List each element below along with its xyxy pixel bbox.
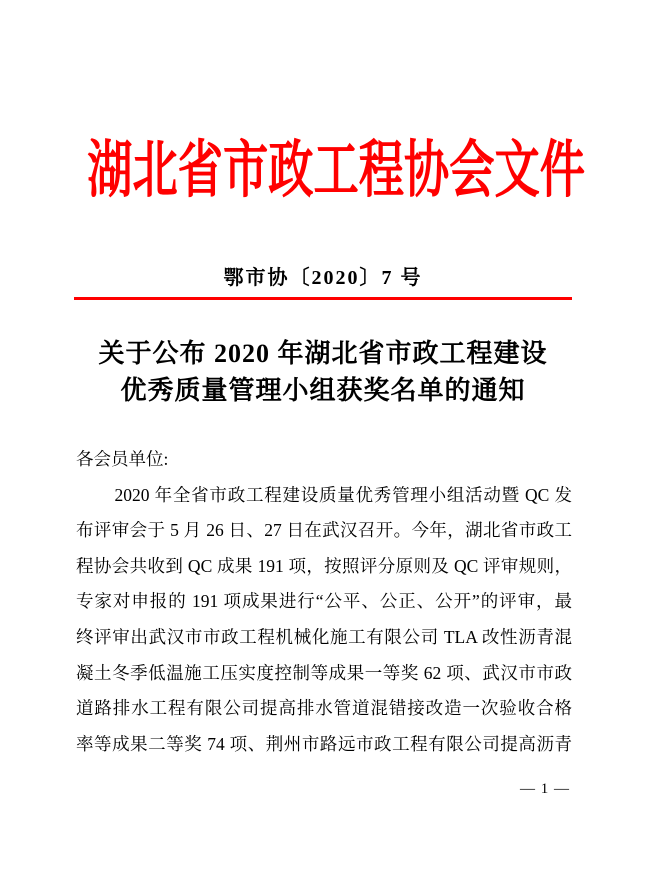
document-number: 鄂市协〔2020〕7 号 xyxy=(223,267,423,289)
body-line-4: 专家对申报的 191 项成果进行“公平、公正、公开”的评审，最 xyxy=(76,591,572,612)
body-line-3: 程协会共收到 QC 成果 191 项，按照评分原则及 QC 评审规则， xyxy=(76,555,572,576)
body-line-2: 布评审会于 5 月 26 日、27 日在武汉召开。今年，湖北省市政工 xyxy=(76,520,572,541)
red-divider-line xyxy=(74,297,572,300)
salutation: 各会员单位: xyxy=(76,449,169,469)
document-title-line-1: 关于公布 2020 年湖北省市政工程建设 xyxy=(98,339,548,368)
document-body xyxy=(76,442,572,762)
body-line-6: 凝土冬季低温施工压实度控制等成果一等奖 62 项、武汉市市政 xyxy=(76,662,572,683)
body-line-7: 道路排水工程有限公司提高排水管道混错接改造一次验收合格 xyxy=(76,698,572,719)
letterhead-title: 湖北省市政工程协会文件 xyxy=(87,137,586,205)
body-line-8: 率等成果二等奖 74 项、荆州市路远市政工程有限公司提高沥青 xyxy=(76,733,572,754)
body-line-5: 终评审出武汉市市政工程机械化施工有限公司 TLA 改性沥青混 xyxy=(76,626,572,647)
page-number: — 1 — xyxy=(520,781,570,797)
body-line-1: 2020 年全省市政工程建设质量优秀管理小组活动暨 QC 发 xyxy=(114,484,572,505)
document-title-line-2: 优秀质量管理小组获奖名单的通知 xyxy=(120,376,526,405)
document-title xyxy=(0,335,646,409)
